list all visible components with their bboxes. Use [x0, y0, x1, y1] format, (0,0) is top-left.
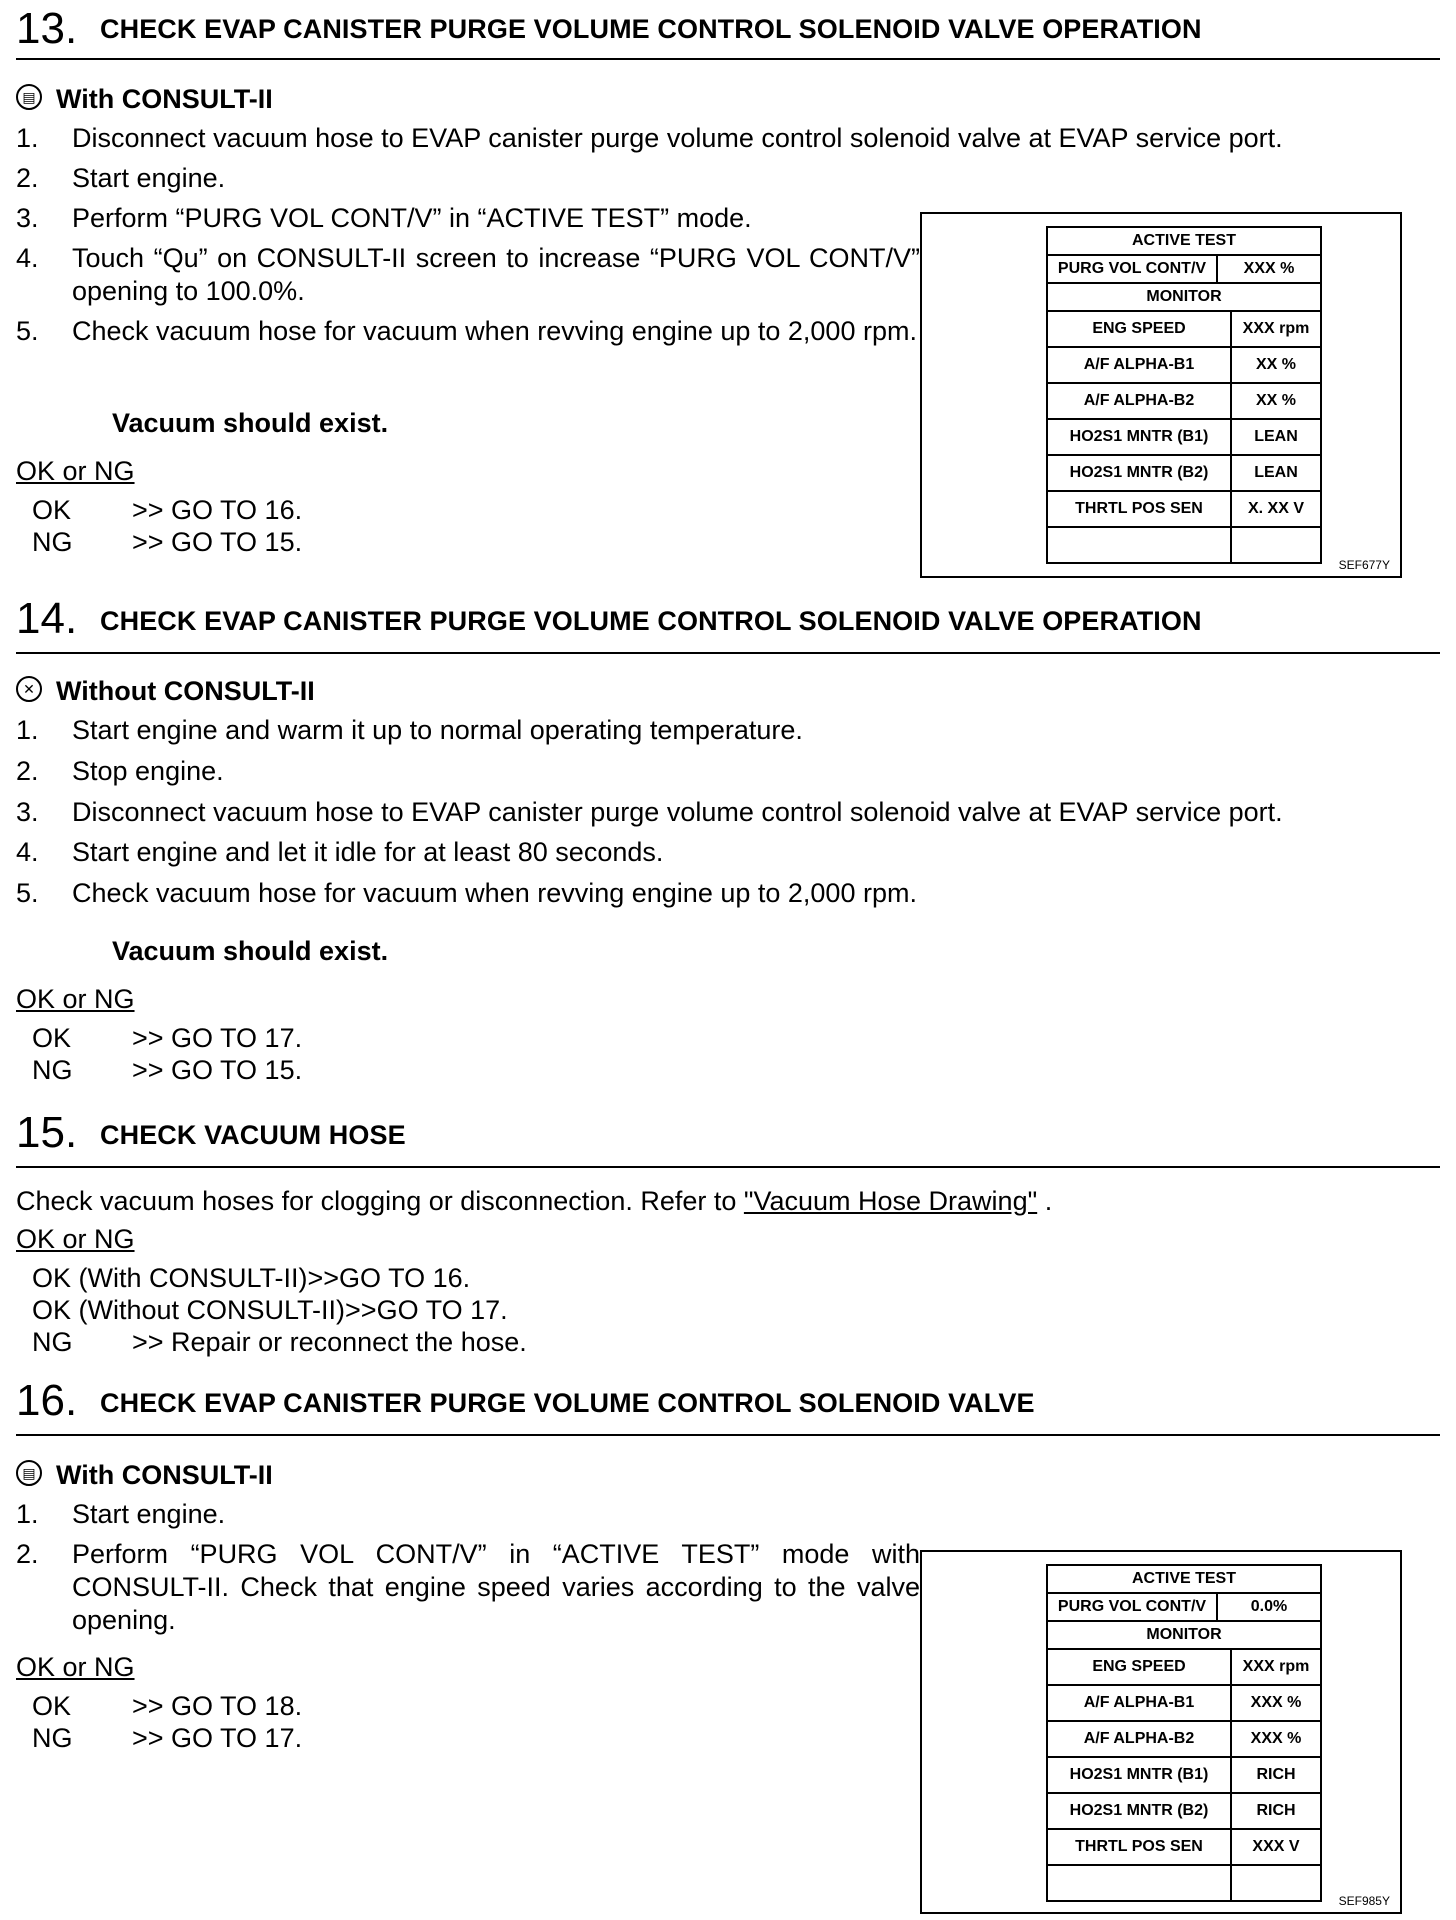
purg-label: PURG VOL CONT/V	[1047, 1593, 1217, 1621]
table-cell: HO2S1 MNTR (B1)	[1047, 419, 1231, 455]
section-header	[16, 592, 1440, 654]
purg-label: PURG VOL CONT/V	[1047, 255, 1217, 283]
result-ok: OK >> GO TO 17.	[32, 1023, 303, 1053]
no-consult-mode-label: ✕ Without CONSULT-II	[16, 676, 315, 707]
section-number: 14.	[16, 594, 78, 643]
result-ok: OK >> GO TO 18.	[32, 1691, 303, 1721]
section-14	[16, 592, 1440, 1085]
table-cell: XXX %	[1231, 1685, 1321, 1721]
table-cell: XXX rpm	[1231, 1649, 1321, 1685]
result-list	[32, 494, 302, 558]
section-header	[16, 1106, 1440, 1168]
section-title: CHECK EVAP CANISTER PURGE VOLUME CONTROL SOLENOID VALVE	[100, 1388, 1035, 1418]
table-cell: HO2S1 MNTR (B2)	[1047, 1793, 1231, 1829]
consult-tester-icon: ▤	[16, 1460, 42, 1486]
section-16	[16, 1374, 1440, 1908]
table-cell: LEAN	[1231, 419, 1321, 455]
ok-or-ng-label: OK or NG	[16, 1224, 135, 1254]
table-cell: HO2S1 MNTR (B1)	[1047, 1757, 1231, 1793]
section-number: 16.	[16, 1376, 78, 1425]
step: 5. Check vacuum hose for vacuum when revving engine up to 2,000 rpm.	[16, 878, 917, 908]
purg-value: 0.0%	[1217, 1593, 1321, 1621]
section-number: 15.	[16, 1108, 78, 1157]
table-cell: A/F ALPHA-B2	[1047, 1721, 1231, 1757]
table-cell: X. XX V	[1231, 491, 1321, 527]
figure-code: SEF985Y	[1338, 1894, 1390, 1908]
ok-or-ng-label: OK or NG	[16, 984, 135, 1014]
step: 2. Stop engine.	[16, 756, 224, 786]
table-cell	[1231, 527, 1321, 563]
table-cell: A/F ALPHA-B1	[1047, 1685, 1231, 1721]
monitor-header: MONITOR	[1047, 283, 1321, 311]
purg-value: XXX %	[1217, 255, 1321, 283]
figure-code: SEF677Y	[1338, 558, 1390, 572]
consult-screen-figure	[920, 1550, 1402, 1914]
section-title: CHECK VACUUM HOSE	[100, 1120, 406, 1150]
spec-note: Vacuum should exist.	[112, 408, 389, 438]
vacuum-hose-drawing-link[interactable]: "Vacuum Hose Drawing"	[743, 1186, 1038, 1216]
result-ng: NG >> GO TO 15.	[32, 527, 303, 557]
result-list	[32, 1262, 527, 1358]
section-header	[16, 1374, 1440, 1436]
result-ng: NG >> GO TO 17.	[32, 1723, 303, 1753]
table-cell	[1047, 1865, 1231, 1901]
table-header: ACTIVE TEST	[1047, 227, 1321, 255]
section-13	[16, 0, 1440, 572]
step: 1. Disconnect vacuum hose to EVAP canister purge volume control solenoid valve at EVAP service port.	[16, 123, 1283, 153]
monitor-table	[1046, 1648, 1322, 1902]
no-tester-icon: ✕	[16, 676, 42, 702]
step: 2. Perform “PURG VOL CONT/V” in “ACTIVE TEST” mode with CONSULT-II. Check that engine speed varies according to the valve opening.	[16, 1539, 920, 1635]
table-cell: XXX rpm	[1231, 311, 1321, 347]
procedure-steps	[16, 714, 1440, 910]
result-ng: NG >> GO TO 15.	[32, 1055, 303, 1085]
table-cell: LEAN	[1231, 455, 1321, 491]
spec-note: Vacuum should exist.	[112, 936, 389, 966]
table-cell: THRTL POS SEN	[1047, 491, 1231, 527]
step: 4. Start engine and let it idle for at least 80 seconds.	[16, 837, 664, 867]
table-cell: HO2S1 MNTR (B2)	[1047, 455, 1231, 491]
table-cell: ENG SPEED	[1047, 311, 1231, 347]
consult-mode-label: ▤ With CONSULT-II	[16, 84, 273, 115]
table-cell: RICH	[1231, 1757, 1321, 1793]
result-list	[32, 1690, 302, 1754]
table-cell: XX %	[1231, 347, 1321, 383]
section-title: CHECK EVAP CANISTER PURGE VOLUME CONTROL SOLENOID VALVE OPERATION	[100, 606, 1202, 636]
monitor-table	[1046, 310, 1322, 564]
result-ok: OK >> GO TO 16.	[32, 495, 303, 525]
table-cell: ENG SPEED	[1047, 1649, 1231, 1685]
ok-or-ng-label: OK or NG	[16, 456, 135, 486]
step: 1. Start engine.	[16, 1499, 226, 1529]
consult-mode-label: ▤ With CONSULT-II	[16, 1460, 273, 1491]
table-cell: XXX V	[1231, 1829, 1321, 1865]
step: 3. Perform “PURG VOL CONT/V” in “ACTIVE TEST” mode.	[16, 203, 752, 233]
table-header: ACTIVE TEST	[1047, 1565, 1321, 1593]
section-header	[16, 0, 1440, 60]
table-cell: A/F ALPHA-B2	[1047, 383, 1231, 419]
result-ng: NG >> Repair or reconnect the hose.	[32, 1327, 527, 1357]
table-cell: XXX %	[1231, 1721, 1321, 1757]
monitor-header: MONITOR	[1047, 1621, 1321, 1649]
step: 2. Start engine.	[16, 163, 226, 193]
active-test-table	[1046, 226, 1322, 312]
step: 3. Disconnect vacuum hose to EVAP canister purge volume control solenoid valve at EVAP service port.	[16, 797, 1283, 827]
table-cell: A/F ALPHA-B1	[1047, 347, 1231, 383]
step: 5. Check vacuum hose for vacuum when revving engine up to 2,000 rpm.	[16, 316, 917, 346]
result-list	[32, 1022, 302, 1086]
step: 4. Touch “Qu” on CONSULT-II screen to increase “PURG VOL CONT/V” opening to 100.0%.	[16, 243, 920, 306]
instruction-text: Check vacuum hoses for clogging or disconnection. Refer to "Vacuum Hose Drawing" .	[16, 1186, 1053, 1216]
table-cell: THRTL POS SEN	[1047, 1829, 1231, 1865]
section-15	[16, 1106, 1440, 1357]
result-ok-with-consult: OK (With CONSULT-II)>>GO TO 16.	[32, 1263, 471, 1293]
table-cell: XX %	[1231, 383, 1321, 419]
table-cell	[1047, 527, 1231, 563]
table-cell	[1231, 1865, 1321, 1901]
consult-screen-figure	[920, 212, 1402, 578]
section-title: CHECK EVAP CANISTER PURGE VOLUME CONTROL SOLENOID VALVE OPERATION	[100, 14, 1202, 44]
active-test-table	[1046, 1564, 1322, 1650]
ok-or-ng-label: OK or NG	[16, 1652, 135, 1682]
table-cell: RICH	[1231, 1793, 1321, 1829]
result-ok-without-consult: OK (Without CONSULT-II)>>GO TO 17.	[32, 1295, 508, 1325]
step: 1. Start engine and warm it up to normal operating temperature.	[16, 715, 803, 745]
consult-tester-icon: ▤	[16, 84, 42, 110]
section-number: 13.	[16, 4, 78, 53]
